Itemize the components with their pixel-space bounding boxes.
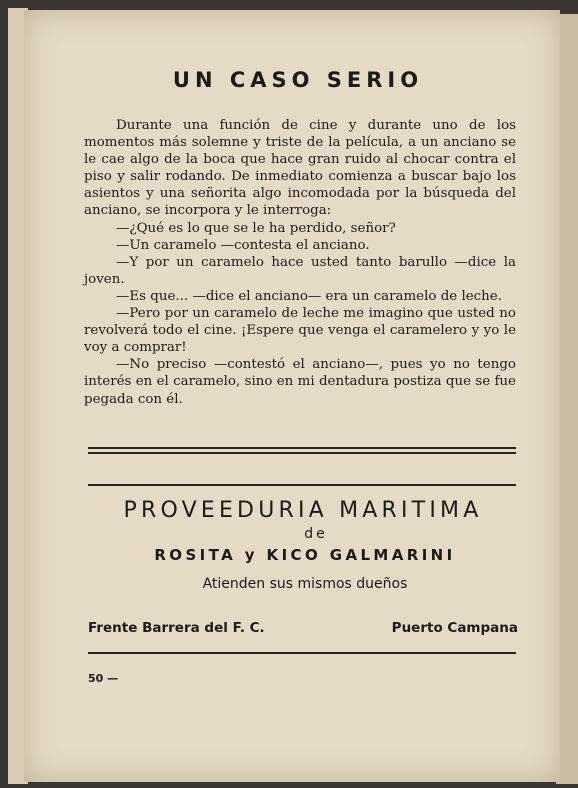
story-paragraph: —Es que... —dice el anciano— era un caramelo de leche. <box>116 288 502 304</box>
story-paragraph: —¿Qué es lo que se le ha perdido, señor? <box>116 220 396 236</box>
double-rule-top-line <box>88 447 516 449</box>
story-paragraph: —Y por un caramelo hace usted tanto barullo —dice la joven. <box>84 254 516 287</box>
ad-connector: de <box>304 526 328 542</box>
story-body <box>84 117 516 408</box>
ad-owners-names: ROSITA y KICO GALMARINI <box>154 546 456 564</box>
ad-tagline: Atienden sus mismos dueños <box>202 576 408 592</box>
double-rule-bottom-line <box>88 452 516 454</box>
story-paragraph: —Un caramelo —contesta el anciano. <box>116 237 370 253</box>
ad-top-rule <box>88 484 516 486</box>
ad-bottom-rule <box>88 652 516 654</box>
story-paragraph: Durante una función de cine y durante uno de los momentos más solemne y triste de la película, a un anciano se le cae algo de la boca que hace gran ruido al chocar contra el piso y salir rodando. De inmediato comienza a buscar bajo los asientos y una señorita algo incomodada por la búsqueda del anciano, se incorpora y le interroga: <box>84 118 516 219</box>
ad-location-left: Frente Barrera del F. C. <box>88 620 265 636</box>
ad-business-name: PROVEEDURIA MARITIMA <box>123 498 483 523</box>
page-number: 50 — <box>88 672 119 685</box>
story-paragraph: —No preciso —contestó el anciano—, pues yo no tengo interés en el caramelo, sino en mi dentadura postiza que se fue pegada con él. <box>84 357 516 407</box>
story-paragraph: —Pero por un caramelo de leche me imagino que usted no revolverá todo el cine. ¡Espere que venga el caramelero y yo le voy a comprar! <box>84 306 516 356</box>
ad-location-right: Puerto Campana <box>391 620 518 636</box>
story-title: UN CASO SERIO <box>172 68 424 92</box>
